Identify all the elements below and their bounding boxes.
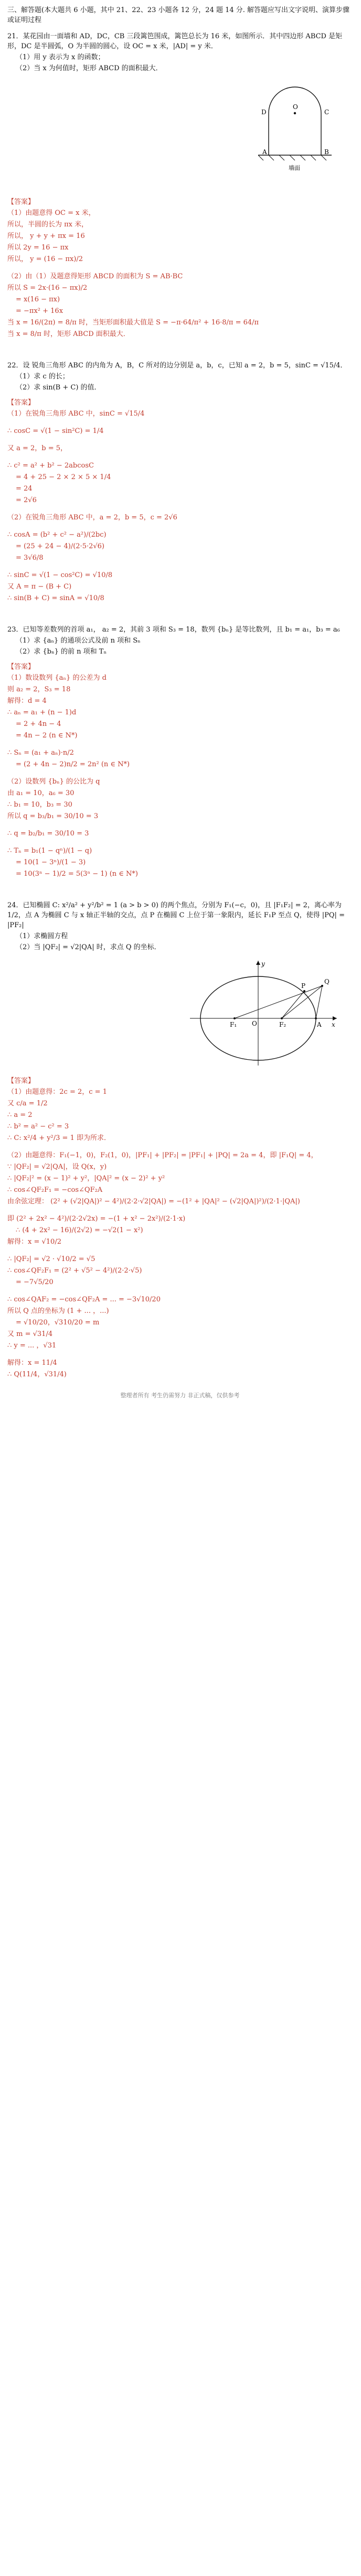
p22-a2-l2: ∴ cosA = (b² + c² − a²)/(2bc)	[7, 531, 107, 539]
segment-f1-q	[235, 986, 322, 1018]
p23-a1-l4: ∴ aₙ = a₁ + (n − 1)d	[7, 709, 77, 716]
p24-q1: （1）求椭圆方程	[16, 932, 68, 940]
label-b: B	[324, 148, 329, 156]
p22-a2-head: （2）在锐角三角形 ABC 中，a = 2，b = 5，c = 2√6	[7, 514, 177, 521]
segment-f2-p	[282, 991, 304, 1018]
p22-a1-l7: = 2√6	[16, 496, 37, 504]
p22-a2-l5: ∴ sinC = √(1 − cos²C) = √10/8	[7, 571, 113, 579]
p23-q2: （2）求 {bₙ} 的前 n 项和 Tₙ	[16, 648, 107, 656]
label-f2: F₂	[279, 1021, 286, 1028]
p23-a1-l5: = 2 + 4n − 4	[16, 720, 61, 728]
p22-a1-l6: = 24	[16, 485, 33, 493]
p23-a1-l3: 解得：d = 4	[7, 697, 47, 705]
p24-a2-l3: ∴ |QF₂|² = (x − 1)² + y²，|QA|² = (x − 2)² + y²	[7, 1175, 165, 1182]
p24-a2-l13: 所以 Q 点的坐标为 (1 + ... ，...)	[7, 1307, 109, 1315]
p23-a1-l2: 则 a₂ = 2，S₃ = 18	[7, 686, 71, 693]
p24-a2-l11: = −7√5/20	[16, 1278, 54, 1286]
p21-a2-l2: 所以 S = 2x·(16 − πx)/2	[7, 284, 88, 292]
p24-a2-l4: ∴ cos∠QF₂F₁ = −cos∠QF₂A	[7, 1186, 103, 1194]
p21-stem: 21．某花园由一面墙和 AD，DC，CB 三段篱笆围成，篱笆总长为 16 米，如图所示．其中四边形 ABCD 是矩形，DC 是半圆弧，O 为半圆的圆心，设 OC = x 米，|AD| = y 米．	[7, 32, 343, 50]
section-header: 三、解答题(本大题共 6 小题，其中 21、22、23 小题各 12 分，24 题 14 分. 解答题应写出文字说明、演算步骤或证明过程	[7, 6, 350, 24]
p21-a1-head: （1）由题意得 OC = x 米，	[7, 209, 95, 217]
p24-answer-tag: 【答案】	[7, 1077, 35, 1085]
label-q: Q	[324, 978, 330, 985]
p24-a2-l5: 由余弦定理： (2² + (√2|QA|)² − 4²)/(2·2·√2|QA|) = −(1² + |QA|² − (√2|QA|)²)/(2·1·|QA|)	[7, 1198, 300, 1205]
label-y: y	[261, 960, 265, 968]
p22-a2-l3: = (25 + 24 − 4)/(2·5·2√6)	[16, 542, 104, 550]
p24-a1-l2: 又 c/a = 1/2	[7, 1100, 48, 1107]
p23-a2-l4: 所以 q = b₃/b₁ = 30/10 = 3	[7, 812, 99, 820]
p24-a2-l8: 解得：x = √10/2	[7, 1238, 61, 1246]
p21-a1-l4: 所以 2y = 16 − πx	[7, 244, 69, 252]
problem-24	[7, 900, 353, 1379]
p23-a2-l8: = 10(3ⁿ − 1)/2 = 5(3ⁿ − 1) (n ∈ N*)	[16, 870, 138, 878]
p21-q2: （2）当 x 为何值时，矩形 ABCD 的面积最大．	[16, 64, 163, 72]
p24-a1-l4: ∴ b² = a² − c² = 3	[7, 1123, 69, 1131]
p21-a1-l5: 所以， y = (16 − πx)/2	[7, 255, 83, 263]
p24-a2-l2: ∵ |QF₂| = √2|QA|，设 Q(x，y)	[7, 1163, 107, 1171]
ellipse-diagram	[185, 955, 342, 1071]
label-c: C	[324, 108, 330, 116]
p24-a2-l15: 又 m = √31/4	[7, 1330, 53, 1338]
page-footer: 整理者所有 考生仍需努力 非正式稿，仅供参考	[120, 1392, 240, 1399]
p22-a2-l6: 又 A = π − (B + C)	[7, 583, 72, 591]
label-origin: O	[252, 1020, 257, 1027]
p24-a2-l7: ∴ (4 + 2x² − 16)/(2√2) = −√2(1 − x²)	[16, 1226, 143, 1234]
p24-a1-l5: ∴ C: x²/4 + y²/3 = 1 即为所求．	[7, 1134, 111, 1142]
p22-a2-l7: ∴ sin(B + C) = sinA = √10/8	[7, 594, 104, 602]
label-f1: F₁	[230, 1021, 237, 1028]
p22-q2: （2）求 sin(B + C) 的值．	[16, 384, 101, 392]
center-point-o	[294, 112, 296, 114]
p24-a2-l9: ∴ |QF₂| = √2 · √10/2 = √5	[7, 1255, 95, 1263]
p23-a2-l5: ∴ q = b₂/b₁ = 30/10 = 3	[7, 830, 89, 838]
p21-a1-l2: 所以，半圆的长为 πx 米，	[7, 221, 89, 229]
label-wall: 墙面	[289, 165, 300, 171]
p23-stem: 23．已知等差数列的首项 a₁， a₂ = 2，其前 3 项和 S₃ = 18，数列 {bₙ} 是等比数列，且 b₁ = a₁，b₃ = a₆	[7, 626, 340, 634]
p23-a2-l2: 由 a₁ = 10，a₆ = 30	[7, 789, 75, 797]
p24-a1-l3: ∴ a = 2	[7, 1111, 33, 1119]
label-o: O	[293, 103, 298, 111]
p21-a2-head: （2）由（1）及题意得矩形 ABCD 的面积为 S = AB·BC	[7, 273, 183, 280]
p23-answer-tag: 【答案】	[7, 663, 35, 671]
p23-a2-l6: ∴ Tₙ = b₁(1 − qⁿ)/(1 − q)	[7, 847, 92, 855]
problem-21	[7, 31, 353, 339]
p22-a1-l5: = 4 + 25 − 2 × 2 × 5 × 1/4	[16, 473, 111, 481]
p24-a1-head: （1）由题意得：2c = 2，c = 1	[7, 1088, 107, 1096]
p21-a2-l3: = x(16 − πx)	[16, 296, 60, 303]
p22-a1-l2: ∴ cosC = √(1 − sin²C) = 1/4	[7, 427, 104, 435]
p23-a2-l3: ∴ b₁ = 10，b₃ = 30	[7, 801, 72, 809]
p21-a2-l5: 当 x = 16/(2π) = 8/π 时，当矩形面积最大值是 S = −π·64/π² + 16·8/π = 64/π	[7, 319, 259, 327]
p22-a1-l4: ∴ c² = a² + b² − 2abcosC	[7, 462, 94, 470]
p23-a1-l8: = (2 + 4n − 2)n/2 = 2n² (n ∈ N*)	[16, 760, 130, 768]
p24-a2-l12: ∴ cos∠QAF₂ = −cos∠QF₂A = ... = −3√10/20	[7, 1296, 161, 1303]
label-a: A	[317, 1021, 322, 1028]
p22-a1-head: （1）在锐角三角形 ABC 中，sinC = √15/4	[7, 410, 145, 418]
fence-outline	[269, 87, 321, 155]
p22-answer-tag: 【答案】	[7, 399, 35, 407]
p23-a2-head: （2）设数列 {bₙ} 的公比为 q	[7, 778, 100, 786]
p21-a2-concl: 当 x = 8/π 时，矩形 ABCD 面积最大．	[7, 330, 130, 338]
segment-a-q	[316, 986, 322, 1018]
p21-a1-l3: 所以， y + y + πx = 16	[7, 232, 85, 240]
p24-a2-l6: 即 (2² + 2x² − 4²)/(2·2√2x) = −(1 + x² − 2x²)/(2·1·x)	[7, 1215, 186, 1223]
p23-a1-l6: = 4n − 2 (n ∈ N*)	[16, 732, 78, 740]
label-d: D	[261, 108, 267, 116]
p24-a2-l17: 解得：x = 11/4	[7, 1359, 57, 1367]
p24-a2-l18: ∴ Q(11/4，√31/4)	[7, 1371, 67, 1378]
p24-a2-l10: ∴ cos∠QF₂F₁ = (2² + √5² − 4²)/(2·2·√5)	[7, 1267, 142, 1275]
p23-q1: （1）求 {aₙ} 的通项公式及前 n 项和 Sₙ	[16, 637, 141, 645]
p23-a2-l7: = 10(1 − 3ⁿ)/(1 − 3)	[16, 858, 86, 866]
p23-a1-head: （1）数设数列 {aₙ} 的公差为 d	[7, 674, 107, 682]
p22-a2-l4: = 3√6/8	[16, 554, 44, 562]
p21-q1: （1）用 y 表示为 x 的函数；	[16, 53, 105, 61]
p24-stem: 24．已知椭圆 C: x²/a² + y²/b² = 1 (a > b > 0) 的两个焦点，分别为 F₁(−c，0)，且 |F₁F₂| = 2，离心率为 1/2，点 A 为椭圆 C 与 x 轴正半轴的交点，点 P 在椭圆 C 上位于第一象限内，延长 F₁P 至点 Q，使得 |PQ| = |PF₂|	[7, 901, 345, 929]
label-a: A	[262, 148, 267, 156]
label-x: x	[332, 1021, 335, 1028]
p22-stem: 22．设 锐角三角形 ABC 的内角为 A，B，C 所对的边分别是 a，b，c，已知 a = 2，b = 5，sinC = √15/4．	[7, 362, 347, 369]
p23-a1-l7: ∴ Sₙ = (a₁ + aₙ)·n/2	[7, 749, 74, 757]
p21-answer-tag: 【答案】	[7, 198, 35, 206]
garden-diagram	[248, 77, 342, 192]
p24-figure	[7, 955, 353, 1071]
p24-a2-l14: = √10/20，√310/20 = m	[16, 1319, 100, 1327]
p22-a1-l3: 又 a = 2，b = 5，	[7, 444, 68, 452]
p24-a2-l16: ∴ y = ... ，√31	[7, 1342, 57, 1350]
problem-23	[7, 625, 353, 879]
p22-q1: （1）求 c 的长；	[16, 373, 69, 381]
problem-22	[7, 361, 353, 603]
p24-q2: （2）当 |QF₂| = √2|QA| 时，求点 Q 的坐标．	[16, 943, 161, 951]
p21-a2-l4: = −πx² + 16x	[16, 307, 63, 315]
label-p: P	[301, 982, 306, 990]
p24-a2-head: （2）由题意得：F₁(−1，0)，F₂(1，0)，|PF₁| + |PF₂| = |PF₁| + |PQ| = 2a = 4，即 |F₁Q| = 4，	[7, 1151, 318, 1159]
p21-figure	[7, 77, 353, 192]
